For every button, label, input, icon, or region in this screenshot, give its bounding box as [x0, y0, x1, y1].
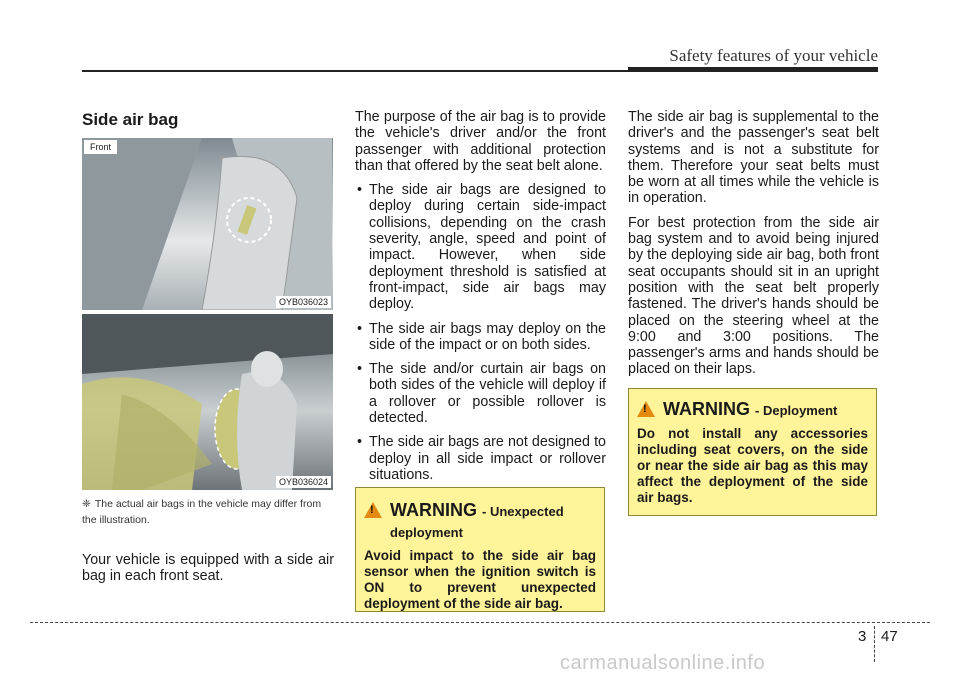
warning-title: WARNING: [390, 500, 477, 520]
protection-paragraph: For best protection from the side air bag system and to avoid being injured by the deploying side air bag, both front seat occupants should sit in an upright position with the seat belt properly fastened. The driver's hands should be placed on the steering wheel at the 9:00 and 3:00 positions. The passenger's arms and hands should be placed on their laps.: [628, 214, 879, 378]
left-paragraph: Your vehicle is equipped with a side air bag in each front seat.: [82, 552, 334, 585]
note-symbol: ❈: [82, 498, 91, 510]
illustration-side-airbag-deployed: [82, 314, 333, 490]
header-rule-accent: [628, 67, 878, 72]
warning-triangle-icon: [637, 401, 655, 417]
deployment-bullets: [355, 182, 606, 483]
list-item: • The side air bags may deploy on the side of the impact or on both sides.: [355, 321, 606, 354]
purpose-paragraph: The purpose of the air bag is to provide the vehicle's driver and/or the front passenger with additional protection than that offered by the seat belt alone.: [355, 109, 606, 174]
image-code-bottom: OYB036024: [276, 476, 331, 488]
page-number-separator: [874, 626, 875, 662]
warning-title: WARNING: [663, 399, 750, 419]
illustration-seat-graphic: [82, 138, 333, 310]
right-column: [628, 109, 879, 386]
header-title: Safety features of your vehicle: [669, 46, 878, 65]
chapter-number: 3: [858, 628, 867, 645]
warning-subtitle: - Deployment: [755, 403, 838, 418]
warning-body: Avoid impact to the side air bag sensor when the ignition switch is ON to prevent unexpected deployment of the side air bag.: [364, 548, 596, 611]
front-label: Front: [84, 140, 117, 154]
warning-subtitle: - Unexpected deployment: [390, 504, 564, 540]
warning-body: Do not install any accessories including seat covers, on the side or near the side air bag as this may affect the deployment of the side air bags.: [637, 426, 868, 505]
illustration-side-airbag-location: [82, 138, 333, 310]
page-number: 47: [881, 628, 898, 645]
footer-rule: [30, 622, 930, 623]
warning-box-unexpected-deployment: [355, 487, 605, 612]
supplemental-paragraph: The side air bag is supplemental to the driver's and the passenger's seat belt systems and is not a substitute for them. Therefore your seat belts must be worn at all times while the vehicle is in operation.: [628, 109, 879, 207]
list-item: • The side air bags are not designed to deploy in all side impact or rollover situations.: [355, 434, 606, 483]
warning-header: [637, 399, 868, 420]
image-code-top: OYB036023: [276, 296, 331, 308]
caption-text: The actual air bags in the vehicle may differ from the illustration.: [82, 498, 322, 526]
section-title: Side air bag: [82, 110, 179, 129]
middle-column: [355, 109, 606, 491]
warning-header: [364, 500, 596, 542]
warning-triangle-icon: [364, 502, 382, 518]
illustration-caption: [82, 496, 338, 528]
illustration-deployed-graphic: [82, 314, 333, 490]
warning-box-deployment: [628, 388, 877, 516]
list-item: • The side and/or curtain air bags on both sides of the vehicle will deploy if a rollover or possible rollover is detected.: [355, 361, 606, 426]
footer-watermark: carmanualsonline.info: [560, 652, 766, 674]
list-item: • The side air bags are designed to deploy during certain side-impact collisions, depending on the crash severity, angle, speed and point of impact. However, when side deployment threshold is satisfied at front-impact, side air bags may deploy.: [355, 182, 606, 312]
